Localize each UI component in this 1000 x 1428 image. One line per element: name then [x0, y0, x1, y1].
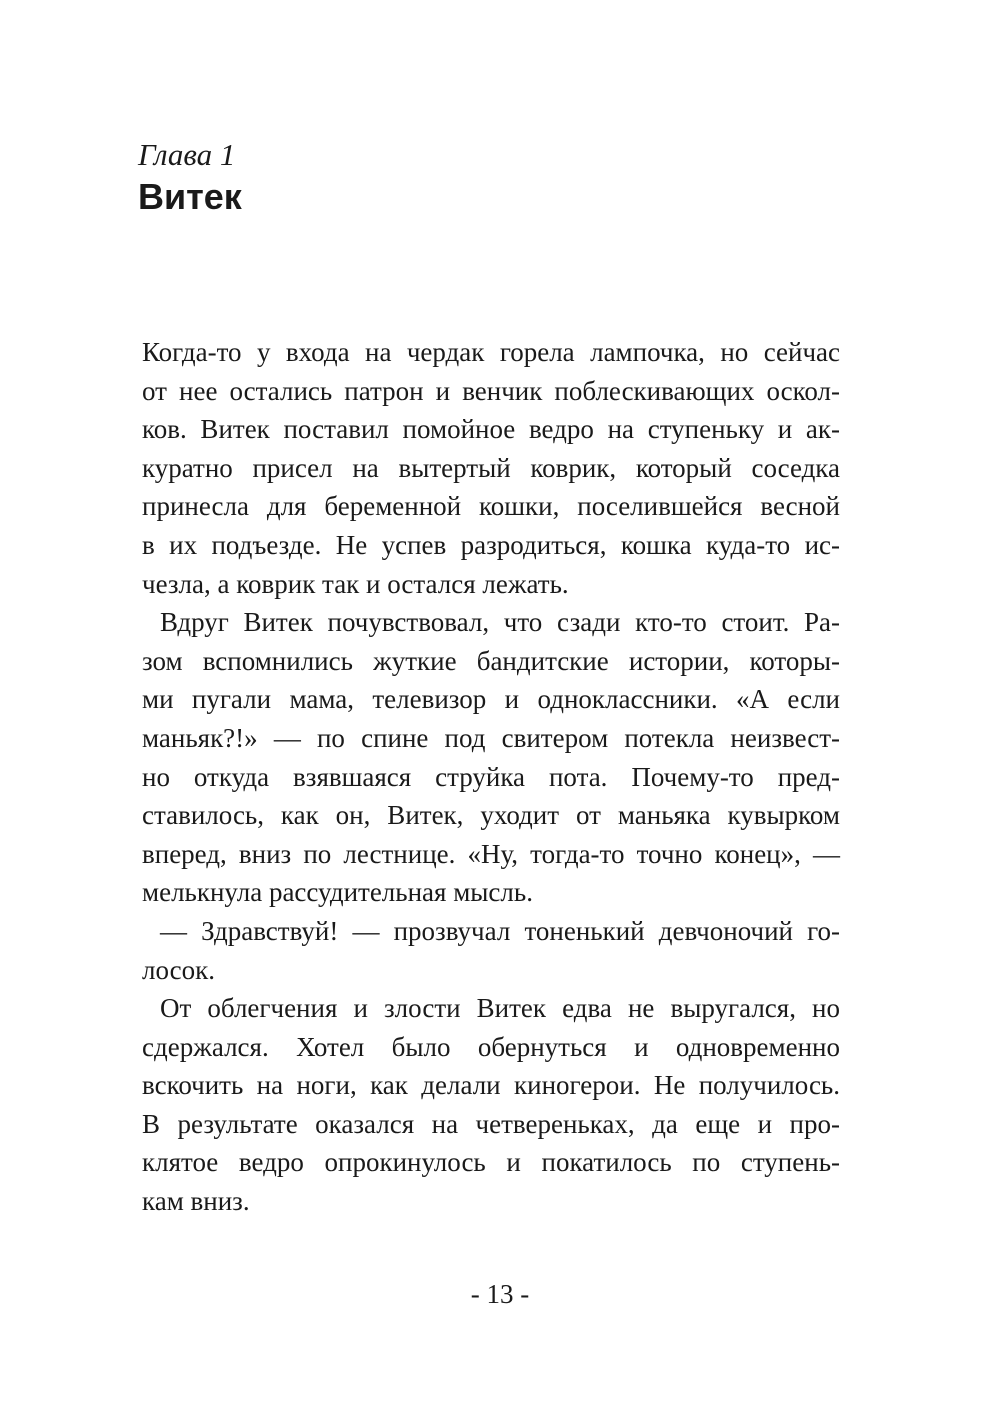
text-line: маньяк?!» — по спине под свитером потекла неизвест-	[142, 722, 840, 753]
text-line: Когда-то у входа на чердак горела лампочка, но сейчас	[142, 337, 840, 367]
text-line: куратно присел на вытертый коврик, который соседка	[142, 452, 840, 483]
text-line: но откуда взявшаяся струйка пота. Почему-то пред-	[142, 761, 840, 792]
text-line: В результате оказался на четвереньках, да еще и про-	[142, 1108, 840, 1139]
text-line: зом вспомнились жуткие бандитские истории, которы-	[142, 645, 840, 676]
body-text	[142, 333, 840, 1221]
text-line: сдержался. Хотел было обернуться и одновременно	[142, 1031, 840, 1062]
chapter-label: Глава 1	[138, 137, 236, 172]
text-line: От облегчения и злости Витек едва не выругался, но	[160, 993, 840, 1024]
text-line: ставилось, как он, Витек, уходит от маньяка кувырком	[142, 800, 840, 831]
text-line: мелькнула рассудительная мысль.	[142, 877, 533, 908]
text-line: принесла для беременной кошки, поселившейся весной	[142, 491, 840, 522]
text-line: лосок.	[142, 954, 215, 985]
text-line: в их подъезде. Не успев разродиться, кошка куда-то ис-	[142, 529, 840, 560]
text-line: — Здравствуй! — прозвучал тоненький девчоночий го-	[160, 915, 840, 946]
paragraph-2	[142, 603, 840, 912]
text-line: вскочить на ноги, как делали киногерои. Не получилось.	[142, 1070, 840, 1101]
chapter-title: Витек	[138, 176, 242, 217]
text-line: ми пугали мама, телевизор и одноклассники. «А если	[142, 684, 840, 715]
text-line: от нее остались патрон и венчик поблескивающих оскол-	[142, 375, 840, 406]
paragraph-4	[142, 989, 840, 1221]
page-number: - 13 -	[470, 1279, 530, 1309]
text-line: чезла, а коврик так и остался лежать.	[142, 568, 569, 599]
text-line: клятое ведро опрокинулось и покатилось по ступень-	[142, 1147, 840, 1178]
text-line: ков. Витек поставил помойное ведро на ступеньку и ак-	[142, 414, 840, 445]
paragraph-1	[142, 333, 840, 603]
text-line: вперед, вниз по лестнице. «Ну, тогда-то точно конец», —	[142, 838, 840, 869]
paragraph-3	[142, 912, 840, 989]
text-line: Вдруг Витек почувствовал, что сзади кто-то стоит. Ра-	[160, 607, 840, 638]
text-line: кам вниз.	[142, 1186, 250, 1217]
